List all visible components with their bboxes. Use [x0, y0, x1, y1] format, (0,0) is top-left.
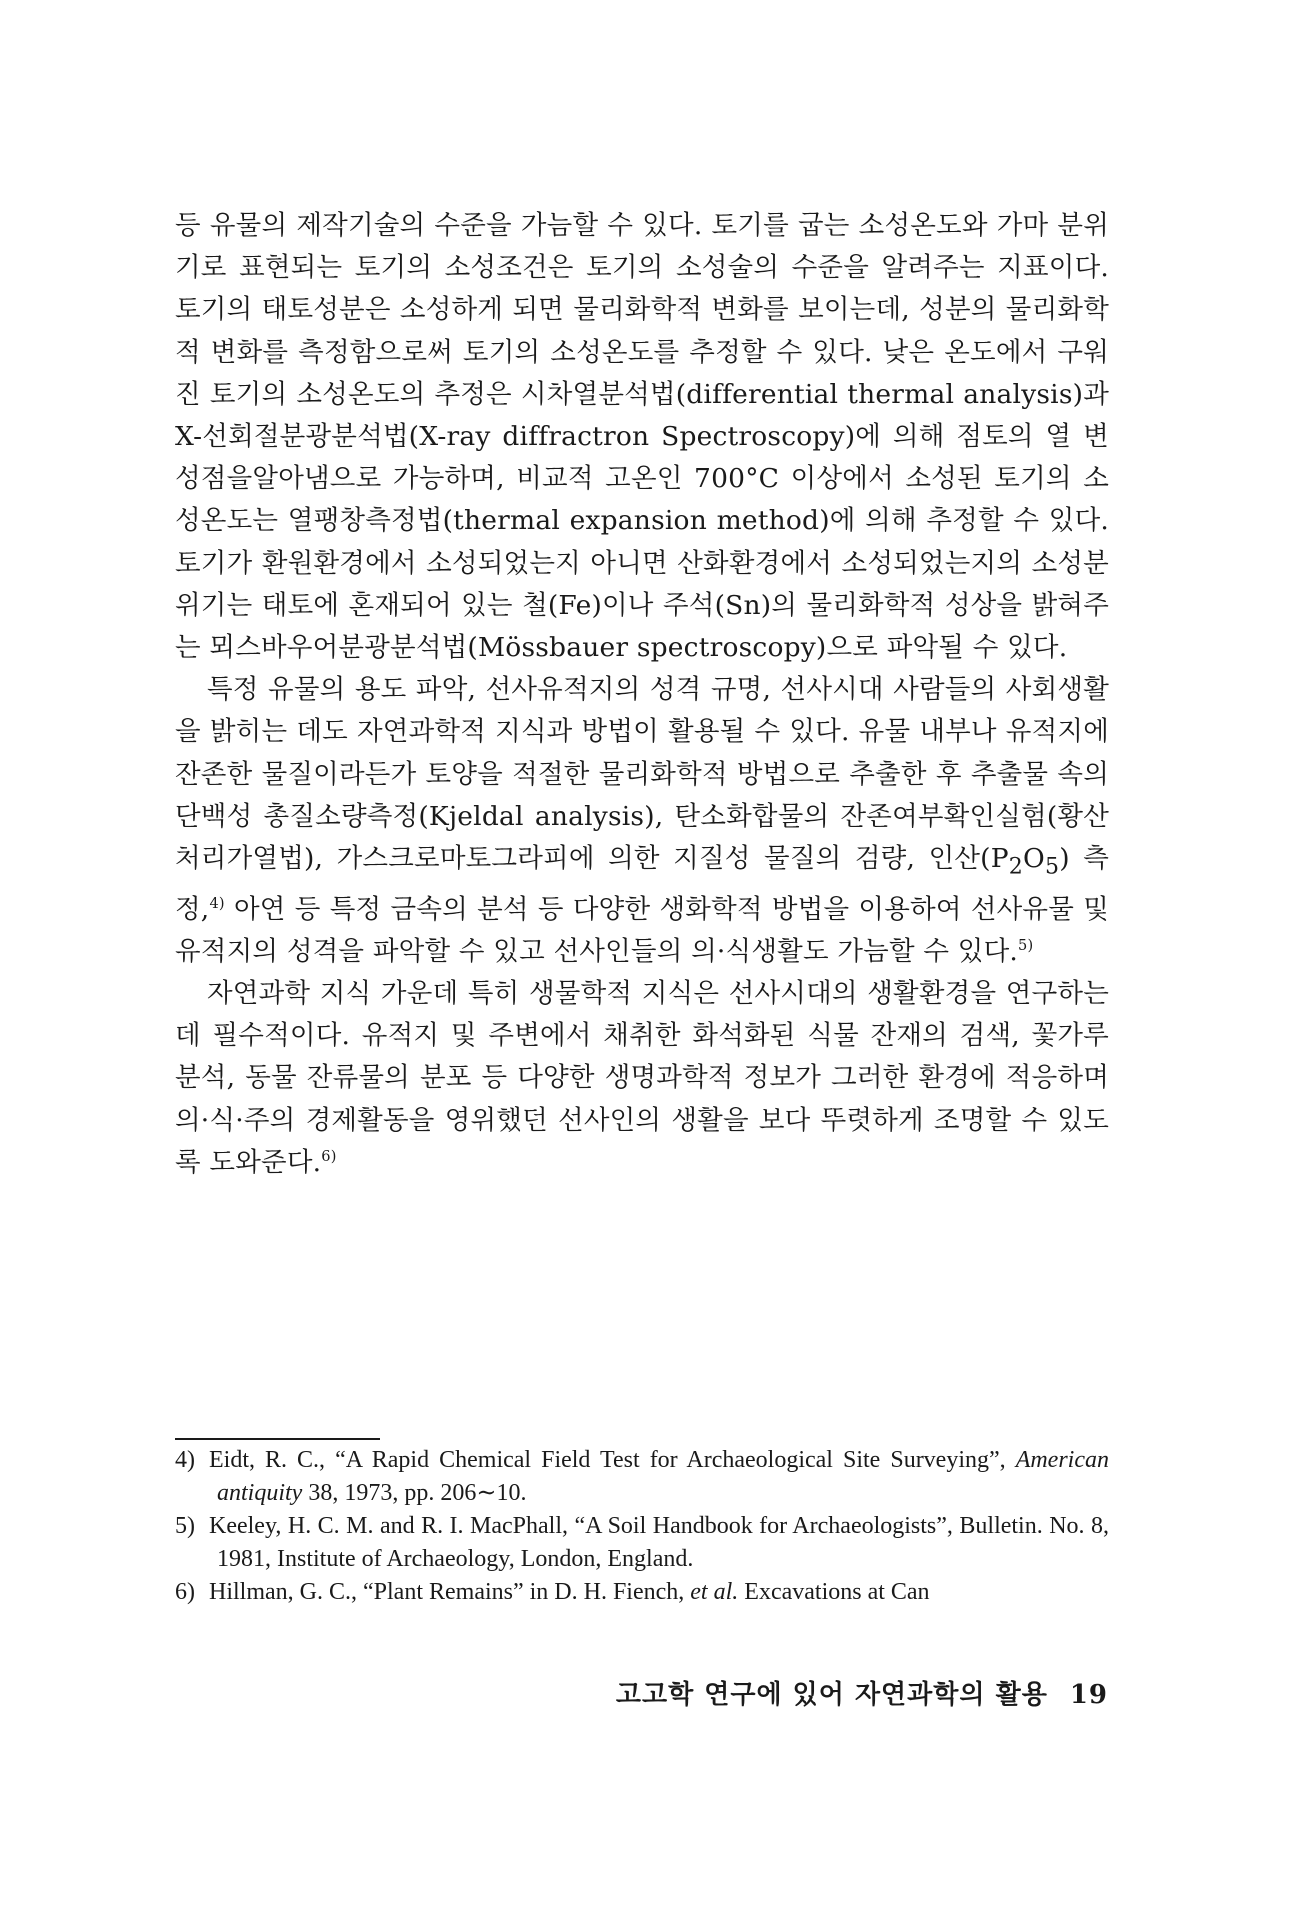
journal-title: American antiquity	[217, 1447, 1109, 1506]
footnote-ref-5[interactable]: 5)	[1018, 936, 1034, 954]
footnote-ref-6[interactable]: 6)	[321, 1147, 337, 1165]
footnote-4	[175, 1444, 1109, 1510]
et-al-italic: et al.	[690, 1579, 739, 1605]
footnotes	[175, 1444, 1109, 1609]
paragraph-2-text-d: 아연 등 특정 금속의 분석 등 다양한 생화학적 방법을 이용하여 선사유물 및 유적지의 성격을 파악할 수 있고 선사인들의 의·식생활도 가늠할 수 있다.	[175, 893, 1109, 967]
footnote-divider	[175, 1438, 380, 1440]
page-number: 19	[1069, 1680, 1108, 1710]
paragraph-3	[175, 973, 1109, 1184]
subscript-2: 2	[1008, 854, 1023, 880]
footnote-text: Keeley, H. C. M. and R. I. MacPhall, “A Soil Handbook for Archaeologists”, Bulletin. No. 8, 1981, Institute of Archaeology, London, England.	[209, 1513, 1109, 1572]
footnote-number: 4)	[175, 1447, 195, 1473]
footnote-number: 5)	[175, 1513, 195, 1539]
main-text	[175, 205, 1109, 1184]
paragraph-2-text-a: 특정 유물의 용도 파악, 선사유적지의 성격 규명, 선사시대 사람들의 사회생활을 밝히는 데도 자연과학적 지식과 방법이 활용될 수 있다. 유물 내부나 유적지에 잔존한 물질이라든가 토양을 적절한 물리화학적 방법으로 추출한 후 추출물 속의 단백성 총질소량측정(Kjeldal analysis), 탄소화합물의 잔존여부확인실험(황산처리가열법), 가스크로마토그라피에 의한 지질성 물질의 검량, 인산(P	[175, 674, 1109, 875]
paragraph-2-text-b: O	[1023, 843, 1045, 875]
running-title: 고고학 연구에 있어 자연과학의 활용	[615, 1680, 1048, 1710]
page-footer	[616, 1674, 1108, 1711]
paragraph-2	[175, 669, 1109, 973]
footnote-5	[175, 1510, 1109, 1576]
paragraph-3-text: 자연과학 지식 가운데 특히 생물학적 지식은 선사시대의 생활환경을 연구하는 데 필수적이다. 유적지 및 주변에서 채취한 화석화된 식물 잔재의 검색, 꽃가루 분석, 동물 잔류물의 분포 등 다양한 생명과학적 정보가 그러한 환경에 적응하며 의·식·주의 경제활동을 영위했던 선사인의 생활을 보다 뚜렷하게 조명할 수 있도록 도와준다.	[175, 977, 1109, 1178]
footnote-number: 6)	[175, 1579, 195, 1605]
footnote-text-end: 38, 1973, pp. 206∼10.	[302, 1480, 527, 1506]
footnote-text-end: Excavations at Can	[738, 1579, 930, 1605]
footnote-text: Eidt, R. C., “A Rapid Chemical Field Test for Archaeological Site Surveying”,	[209, 1447, 1016, 1473]
subscript-5: 5	[1044, 854, 1060, 880]
paragraph-1: 등 유물의 제작기술의 수준을 가늠할 수 있다. 토기를 굽는 소성온도와 가마 분위기로 표현되는 토기의 소성조건은 토기의 소성술의 수준을 알려주는 지표이다. 토기의 태토성분은 소성하게 되면 물리화학적 변화를 보이는데, 성분의 물리화학적 변화를 측정함으로써 토기의 소성온도를 추정할 수 있다. 낮은 온도에서 구워진 토기의 소성온도의 추정은 시차열분석법(differential thermal analysis)과 X-선회절분광분석법(X-ray diffractron Spectroscopy)에 의해 점토의 열 변성점을알아냄으로 가능하며, 비교적 고온인 700°C 이상에서 소성된 토기의 소성온도는 열팽창측정법(thermal expansion method)에 의해 추정할 수 있다. 토기가 환원환경에서 소성되었는지 아니면 산화환경에서 소성되었는지의 소성분위기는 태토에 혼재되어 있는 철(Fe)이나 주석(Sn)의 물리화학적 성상을 밝혀주는 뫼스바우어분광분석법(Mössbauer spectroscopy)으로 파악될 수 있다.	[175, 210, 1109, 664]
footnote-text: Hillman, G. C., “Plant Remains” in D. H. Fiench,	[209, 1579, 691, 1605]
footnote-ref-4[interactable]: 4)	[209, 894, 225, 912]
footnote-6	[175, 1576, 1109, 1609]
paragraph-2-text-c: ) 측정,	[175, 843, 1109, 925]
